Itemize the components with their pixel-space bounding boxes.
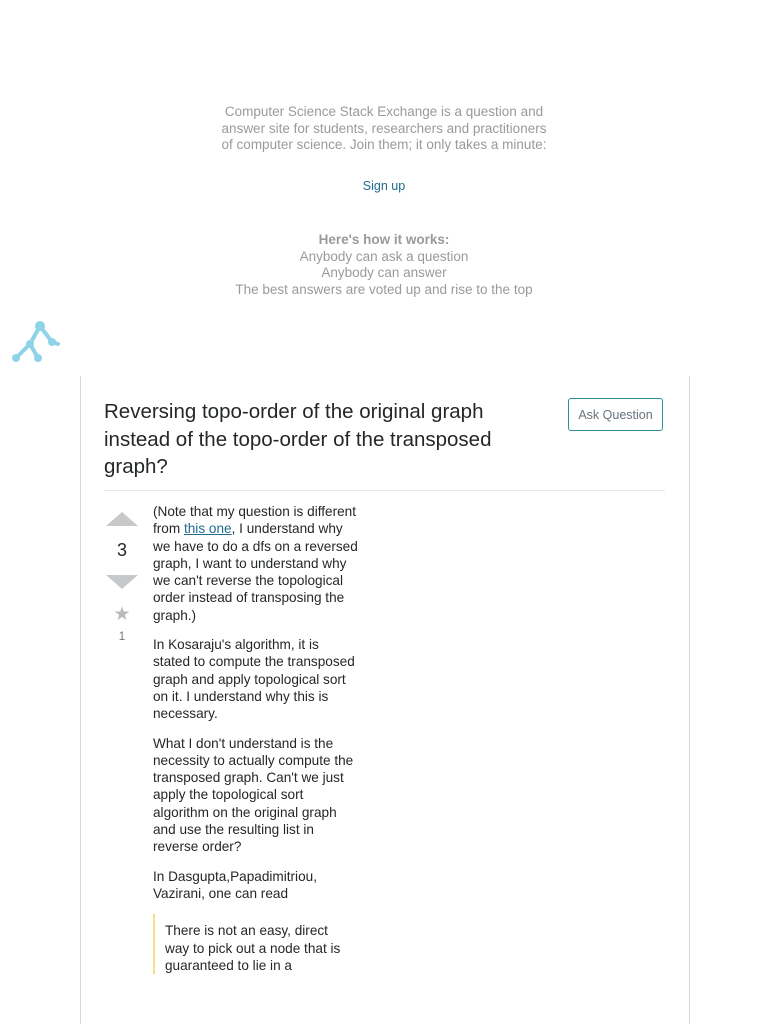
how-it-works-item: The best answers are voted up and rise to the top — [235, 281, 533, 297]
site-logo-icon[interactable] — [8, 318, 64, 366]
question-body — [153, 503, 358, 974]
downvote-arrow-icon[interactable] — [106, 575, 138, 589]
title-divider — [104, 490, 665, 491]
favorite-star-icon[interactable]: ★ — [113, 604, 131, 625]
how-it-works-title: Here's how it works: — [318, 232, 450, 247]
how-it-works-item: Anybody can answer — [321, 265, 447, 280]
upvote-arrow-icon[interactable] — [106, 512, 138, 526]
site-promo — [0, 104, 768, 154]
how-it-works — [0, 232, 768, 298]
body-paragraph: In Kosaraju's algorithm, it is stated to compute the transposed graph and apply topological sort on it. I understand why this is necessary. — [153, 637, 355, 722]
promo-line: Computer Science Stack Exchange is a question and — [224, 104, 544, 119]
body-paragraph: In Dasgupta,Papadimitriou, Vazirani, one can read — [153, 868, 317, 901]
body-text: (Note that my question is different from — [153, 504, 357, 537]
promo-line: answer site for students, researchers and practitioners — [221, 120, 547, 136]
favorite-count: 1 — [118, 631, 126, 643]
body-paragraph — [153, 503, 358, 624]
ask-question-button[interactable]: Ask Question — [568, 398, 663, 431]
signup-link[interactable]: Sign up — [362, 179, 406, 193]
how-it-works-item: Anybody can ask a question — [299, 248, 469, 264]
this-one-link[interactable]: this one — [183, 521, 232, 537]
question-card — [80, 376, 690, 1024]
question-title[interactable]: Reversing topo-order of the original graph instead of the topo-order of the transposed graph? — [104, 400, 492, 478]
signup-container — [0, 177, 768, 195]
body-text: , I understand why we have to do a dfs on a reversed graph, I want to understand why we can't reverse the topological order instead of transposing the graph.) — [153, 521, 358, 623]
body-paragraph: What I don't understand is the necessity to actually compute the transposed graph. Can't we just apply the topological sort algorithm on the original graph and use the resulting list in reverse order? — [153, 735, 354, 855]
book-quote — [153, 914, 355, 974]
vote-count: 3 — [116, 540, 127, 560]
quote-text: There is not an easy, direct way to pick out a node that is guaranteed to lie in a — [165, 923, 341, 973]
promo-line: of computer science. Join them; it only takes a minute: — [221, 137, 547, 152]
